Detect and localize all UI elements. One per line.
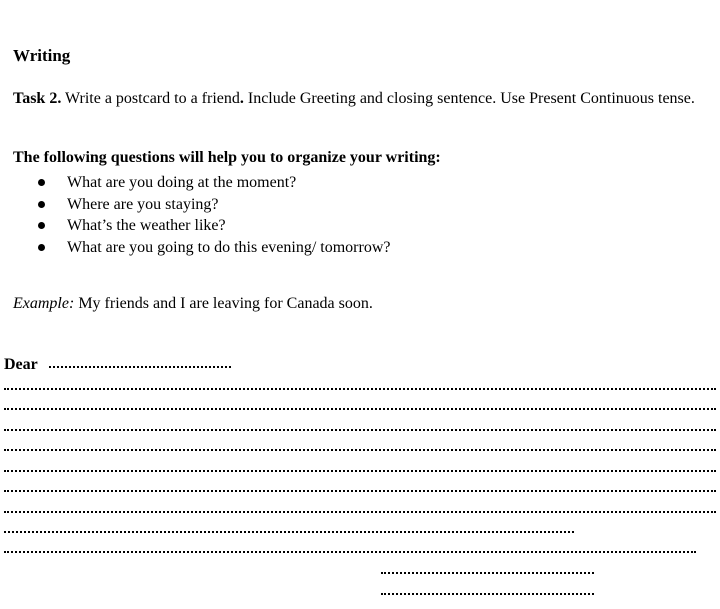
- task-instructions: [13, 89, 703, 109]
- writing-line: [4, 408, 716, 410]
- writing-line: [4, 388, 716, 390]
- list-item: [38, 237, 390, 259]
- task-label: Task 2.: [13, 90, 62, 107]
- example-text: My friends and I are leaving for Canada soon.: [74, 295, 373, 312]
- writing-line: [4, 511, 716, 513]
- task-period: .: [239, 90, 244, 107]
- bullet-icon: [38, 222, 45, 229]
- list-item: [38, 194, 390, 216]
- writing-line: [4, 429, 716, 431]
- bullet-icon: [38, 179, 45, 186]
- writing-line: [4, 449, 716, 451]
- greeting-name-line: [49, 366, 231, 368]
- list-item: [38, 215, 390, 237]
- writing-line: [4, 470, 716, 472]
- question-text: What are you doing at the moment?: [67, 174, 297, 191]
- writing-line: [4, 531, 574, 533]
- writing-line: [4, 551, 696, 553]
- question-text: What’s the weather like?: [67, 217, 226, 234]
- bullet-icon: [38, 201, 45, 208]
- question-list: [38, 172, 390, 258]
- signature-line: [381, 593, 594, 595]
- section-heading: Writing: [13, 46, 71, 65]
- task-text: Write a postcard to a friend: [61, 90, 240, 107]
- question-text: Where are you staying?: [67, 195, 219, 213]
- questions-title: The following questions will help you to organize your writing:: [13, 149, 441, 166]
- list-item: [38, 172, 390, 194]
- writing-line: [4, 490, 716, 492]
- letter-greeting: Dear: [4, 356, 38, 373]
- bullet-icon: [38, 244, 45, 251]
- closing-line: [381, 572, 594, 574]
- question-text: What are you going to do this evening/ tomorrow?: [67, 238, 391, 256]
- example-label: Example:: [13, 295, 75, 312]
- example-sentence: [13, 295, 373, 313]
- task-text-rest: Include Greeting and closing sentence. Use Present Continuous tense.: [243, 90, 695, 107]
